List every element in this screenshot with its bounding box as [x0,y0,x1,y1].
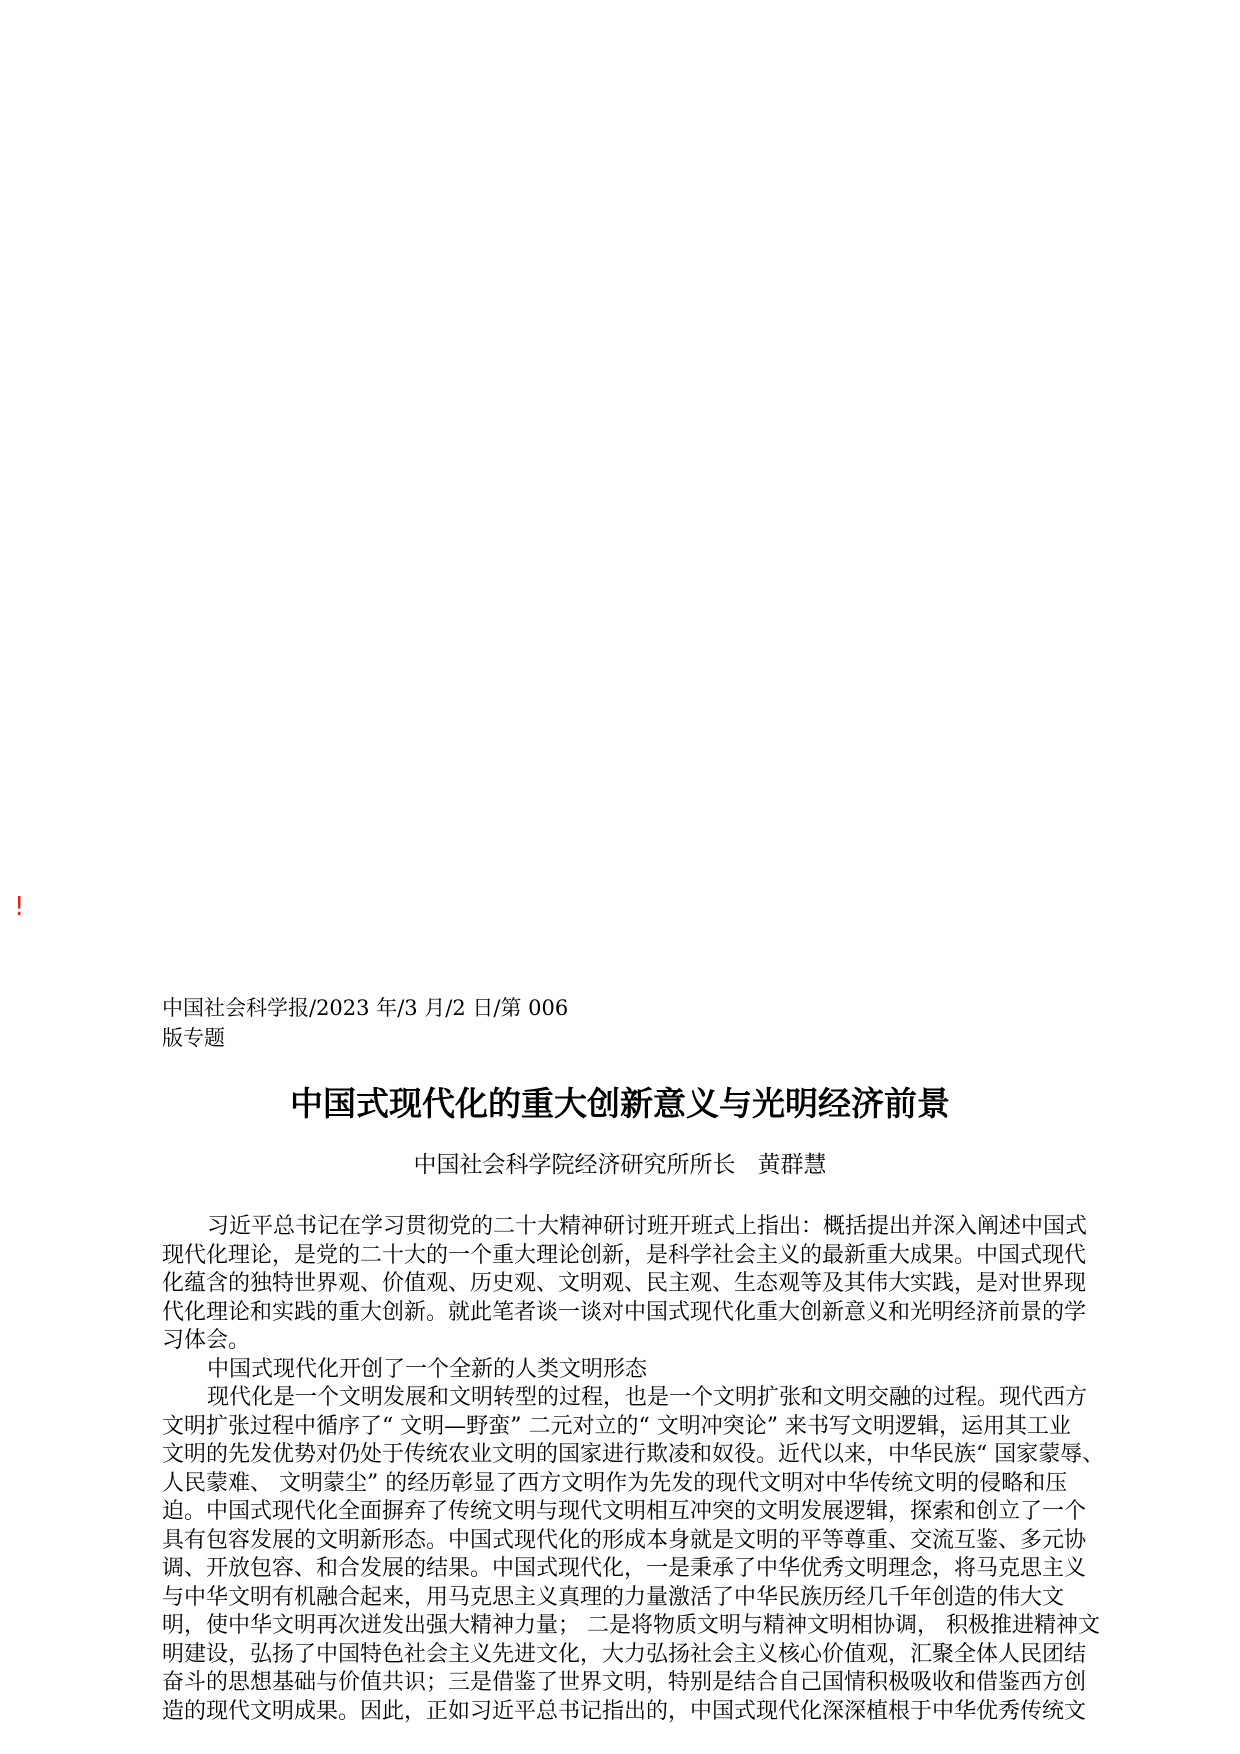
body-line: 现代化理论，是党的二十大的一个重大理论创新，是科学社会主义的最新重大成果。中国式现代 [162,1242,1087,1268]
body-line: 文明的先发优势对仍处于传统农业文明的国家进行欺凌和奴役。近代以来，中华民族“ 国家蒙辱、 [162,1442,1105,1467]
source-header-line: 中国社会科学报/2023 年/3 月/2 日/第 006 [162,996,569,1020]
body-line: 奋斗的思想基础与价值共识；三是借鉴了世界文明，特别是结合自己国情积极吸收和借鉴西方创 [162,1670,1087,1695]
byline [0,1148,1240,1182]
article-body [162,1213,1105,1726]
body-line: 明建设，弘扬了中国特色社会主义先进文化，大力弘扬社会主义核心价值观，汇聚全体人民团结 [162,1641,1087,1667]
author-affiliation: 中国社会科学院经济研究所所长 [413,1152,736,1178]
body-line: 习近平总书记在学习贯彻党的二十大精神研讨班开班式上指出：概括提出并深入阐述中国式 [207,1214,1088,1239]
body-line: 造的现代文明成果。因此，正如习近平总书记指出的，中国式现代化深深植根于中华优秀传统文 [162,1698,1087,1724]
body-line: 习体会。 [162,1328,251,1353]
section-heading: 中国式现代化开创了一个全新的人类文明形态 [207,1356,648,1382]
source-header [162,993,568,1053]
body-line: 人民蒙难、 文明蒙尘” 的经历彰显了西方文明作为先发的现代文明对中华传统文明的侵略和压 [162,1470,1068,1496]
body-line: 迫。中国式现代化全面摒弃了传统文明与现代文明相互冲突的文明发展逻辑，探索和创立了一个 [162,1499,1087,1524]
body-line: 现代化是一个文明发展和文明转型的过程，也是一个文明扩张和文明交融的过程。现代西方 [207,1385,1088,1410]
body-line: 调、开放包容、和合发展的结果。中国式现代化，一是秉承了中华优秀文明理念，将马克思主义 [162,1556,1087,1581]
article-title: 中国式现代化的重大创新意义与光明经济前景 [290,1084,950,1123]
body-line: 与中华文明有机融合起来，用马克思主义真理的力量激活了中华民族历经几千年创造的伟大文 [162,1584,1065,1610]
body-line: 代化理论和实践的重大创新。就此笔者谈一谈对中国式现代化重大创新意义和光明经济前景的学 [162,1299,1087,1325]
body-line: 化蕴含的独特世界观、价值观、历史观、文明观、民主观、生态观等及其伟大实践，是对世界现 [162,1271,1087,1296]
body-line: 明，使中华文明再次迸发出强大精神力量； 二是将物质文明与精神文明相协调， 积极推进精神文 [162,1613,1100,1638]
source-header-line: 版专题 [162,1026,225,1050]
body-line: 文明扩张过程中循序了“ 文明—野蛮” 二元对立的“ 文明冲突论” 来书写文明逻辑，运用其工业 [162,1413,1071,1439]
body-line: 具有包容发展的文明新形态。中国式现代化的形成本身就是文明的平等尊重、交流互鉴、多元协 [162,1527,1087,1553]
alert-mark: ! [14,892,25,922]
author-name: 黄群慧 [757,1152,827,1178]
